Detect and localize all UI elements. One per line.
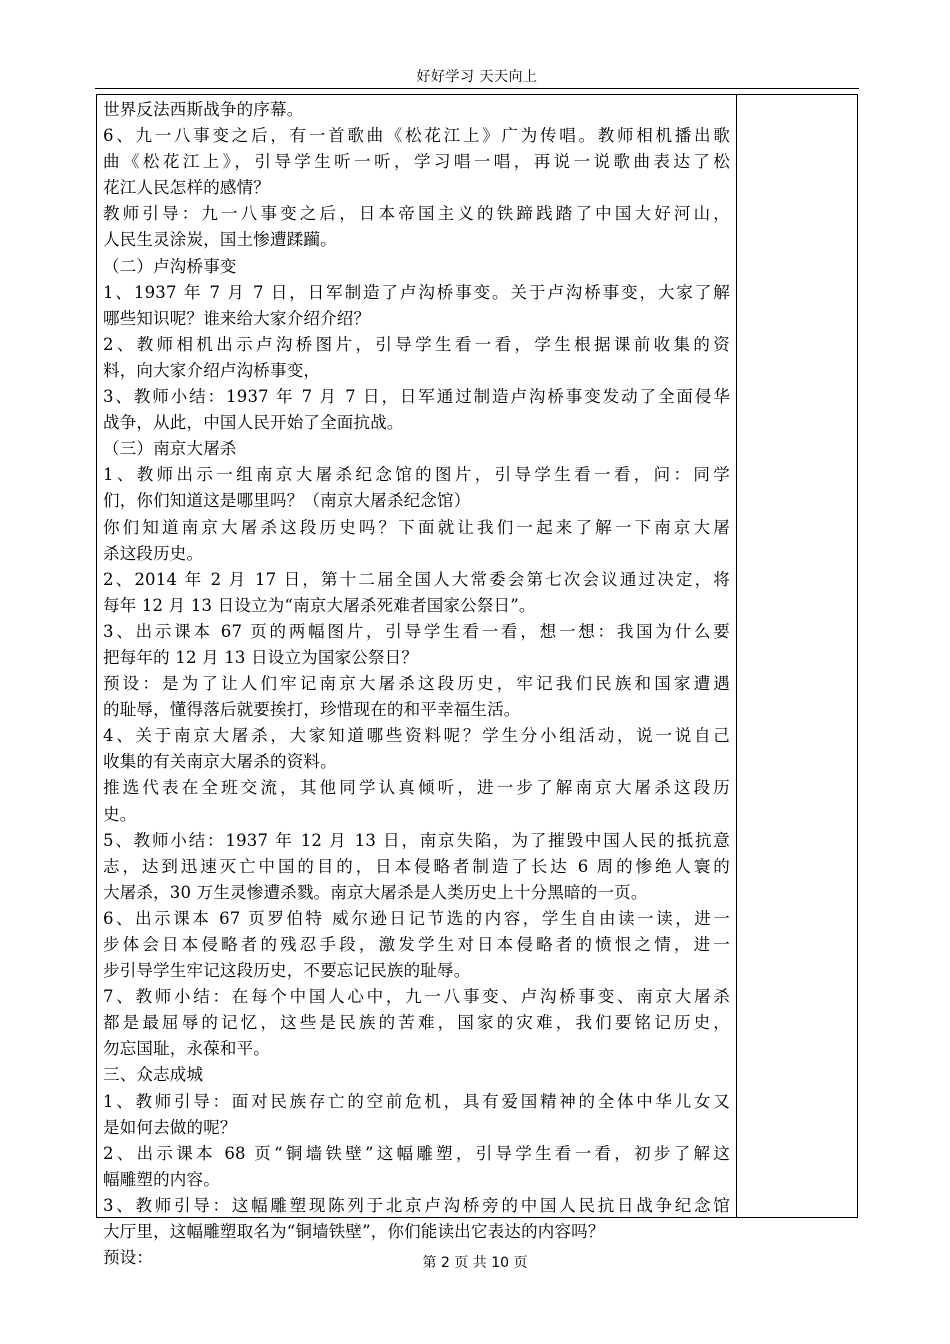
text-line: 你们知道南京大屠杀这段历史吗？下面就让我们一起来了解一下南京大屠 (103, 517, 730, 537)
text-line: 大屠杀，30 万生灵惨遭杀戮。南京大屠杀是人类历史上十分黑暗的一页。 (103, 882, 648, 902)
text-line: 都是最屈辱的记忆，这些是民族的苦难，国家的灾难，我们要铭记历史， (103, 1013, 730, 1033)
text-line: 史。 (103, 804, 137, 824)
text-line: 杀这段历史。 (103, 543, 204, 563)
text-line: 步体会日本侵略者的残忍手段，激发学生对日本侵略者的愤恨之情，进一 (103, 935, 730, 954)
text-line: 1、教师出示一组南京大屠杀纪念馆的图片，引导学生看一看，问：同学 (103, 465, 730, 485)
text-line: 志，达到迅速灭亡中国的目的，日本侵略者制造了长达 6 周的惨绝人寰的 (103, 856, 730, 876)
text-line: 预设： (103, 1248, 154, 1268)
text-line: （三）南京大屠杀 (103, 439, 237, 459)
text-line: 是如何去做的呢？ (103, 1117, 237, 1137)
text-line: 3、教师引导：这幅雕塑现陈列于北京卢沟桥旁的中国人民抗日战争纪念馆 (103, 1195, 730, 1215)
text-line: 战争，从此，中国人民开始了全面抗战。 (103, 413, 404, 433)
text-line: 每年 12 月 13 日设立为“南京大屠杀死难者国家公祭日”。 (103, 595, 536, 615)
text-line: 三、众志成城 (103, 1065, 204, 1085)
text-line: 6、出示课本 67 页罗伯特 威尔逊日记节选的内容，学生自由读一读，进一 (103, 908, 730, 928)
text-line: 4、关于南京大屠杀，大家知道哪些资料呢？学生分小组活动，说一说自己 (103, 726, 730, 746)
text-line: 人民生灵涂炭，国土惨遭蹂躏。 (103, 230, 337, 250)
text-line: 教师引导：九一八事变之后，日本帝国主义的铁蹄践踏了中国大好河山， (103, 204, 730, 224)
text-line: 大厅里，这幅雕塑取名为“铜墙铁壁”，你们能读出它表达的内容吗？ (103, 1222, 605, 1242)
text-line: 7、教师小结：在每个中国人心中，九一八事变、卢沟桥事变、南京大屠杀 (103, 987, 730, 1007)
text-line: 花江人民怎样的感情？ (103, 178, 270, 198)
page-footer: 第 2 页 共 10 页 (422, 1255, 528, 1271)
text-line: 世界反法西斯战争的序幕。 (103, 100, 304, 119)
text-line: 1、1937 年 7 月 7 日，日军制造了卢沟桥事变。关于卢沟桥事变，大家了解 (103, 282, 730, 302)
text-line: 预设：是为了让人们牢记南京大屠杀这段历史，牢记我们民族和国家遭遇 (103, 674, 730, 694)
page-header: 好好学习 天天向上 (416, 69, 538, 85)
text-line: 6、九一八事变之后，有一首歌曲《松花江上》广为传唱。教师相机播出歌 (103, 126, 730, 146)
text-line: 勿忘国耻，永葆和平。 (103, 1039, 270, 1059)
text-line: 们，你们知道这是哪里吗？（南京大屠杀纪念馆） (103, 491, 471, 511)
text-line: 推选代表在全班交流，其他同学认真倾听，进一步了解南京大屠杀这段历 (103, 778, 730, 798)
text-line: 曲《松花江上》，引导学生听一听，学习唱一唱，再说一说歌曲表达了松 (103, 152, 730, 172)
text-line: 步引导学生牢记这段历史，不要忘记民族的耻辱。 (103, 961, 471, 981)
text-line: 5、教师小结：1937 年 12 月 13 日，南京失陷，为了摧毁中国人民的抵抗意 (103, 830, 730, 850)
text-line: 的耻辱，懂得落后就要挨打，珍惜现在的和平幸福生活。 (103, 700, 521, 720)
text-line: 2、教师相机出示卢沟桥图片，引导学生看一看，学生根据课前收集的资 (103, 334, 730, 354)
notes-cell (737, 95, 857, 1217)
text-line: 2、2014 年 2 月 17 日，第十二届全国人大常委会第七次会议通过决定，将 (103, 569, 730, 589)
text-line: 把每年的 12 月 13 日设立为国家公祭日？ (103, 647, 419, 667)
text-line: 收集的有关南京大屠杀的资料。 (103, 752, 337, 772)
text-line: 3、教师小结：1937 年 7 月 7 日，日军通过制造卢沟桥事变发动了全面侵华 (103, 387, 730, 407)
text-line: （二）卢沟桥事变 (103, 256, 237, 276)
text-line: 料，向大家介绍卢沟桥事变， (103, 360, 321, 380)
text-line: 3、出示课本 67 页的两幅图片，引导学生看一看，想一想：我国为什么要 (103, 621, 730, 641)
text-line: 哪些知识呢？谁来给大家介绍介绍？ (103, 308, 371, 328)
text-line: 1、教师引导：面对民族存亡的空前危机，具有爱国精神的全体中华儿女又 (103, 1091, 730, 1111)
text-line: 2、出示课本 68 页“铜墙铁壁”这幅雕塑，引导学生看一看，初步了解这 (103, 1143, 730, 1163)
text-line: 幅雕塑的内容。 (103, 1169, 220, 1189)
header-divider (95, 88, 859, 89)
